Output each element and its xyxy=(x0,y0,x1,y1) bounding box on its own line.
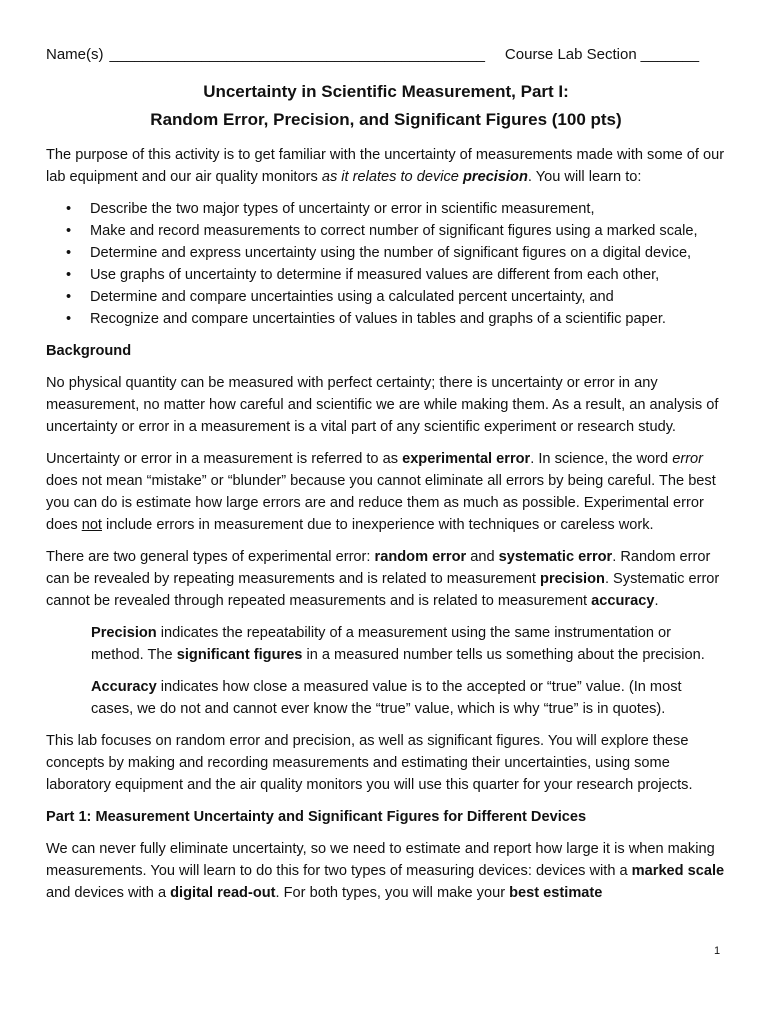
term-precision-def: Precision xyxy=(91,625,157,641)
underlined-not: not xyxy=(81,517,102,533)
list-item-text: Use graphs of uncertainty to determine if measured values are different from each other, xyxy=(90,267,660,283)
background-paragraph-4: This lab focuses on random error and precision, as well as significant figures. You will explore these concepts by making and recording measurements and estimating their uncertainties, using some laboratory equipment and the air quality monitors you will use this quarter for your research projects. xyxy=(46,733,693,793)
list-item xyxy=(46,308,726,330)
page-number: 1 xyxy=(714,945,721,957)
part1-paragraph-1 xyxy=(46,838,726,904)
text-span: . xyxy=(654,593,659,609)
list-item-text: Determine and compare uncertainties using a calculated percent uncertainty, and xyxy=(90,289,614,305)
intro-text-precision: precision xyxy=(462,169,528,185)
section-blank[interactable]: _______ xyxy=(640,46,700,63)
background-paragraph-3 xyxy=(46,546,726,612)
names-label: Name(s) xyxy=(46,46,104,63)
definition-precision xyxy=(91,622,714,666)
bullet-icon: • xyxy=(66,245,72,261)
list-item xyxy=(46,198,726,220)
names-blank[interactable]: _____________________________________________ xyxy=(109,46,485,63)
bullet-icon: • xyxy=(66,223,72,239)
term-digital-read-out: digital read-out xyxy=(170,885,276,901)
text-span: in a measured number tells us something about the precision. xyxy=(302,647,705,663)
list-item-text: Determine and express uncertainty using the number of significant figures on a digital device, xyxy=(90,245,692,261)
text-span: indicates how close a measured value is to the accepted or “true” value. (In most cases, we do not and cannot ever know the “true” value, which is why “true” is in quotes). xyxy=(91,679,682,717)
list-item xyxy=(46,286,726,308)
term-accuracy-def: Accuracy xyxy=(91,679,157,695)
list-item xyxy=(46,220,726,242)
text-span: and xyxy=(466,549,499,565)
term-precision: precision xyxy=(540,571,605,587)
background-paragraph-2 xyxy=(46,448,726,536)
text-span: There are two general types of experimental error: xyxy=(46,549,375,565)
text-span: We can never fully eliminate uncertainty, so we need to estimate and report how large it is when making measurements. You will learn to do this for two types of measuring devices: devices with a xyxy=(46,841,715,879)
text-span: Uncertainty or error in a measurement is referred to as xyxy=(46,451,403,467)
list-item-text: Describe the two major types of uncertainty or error in scientific measurement, xyxy=(90,201,595,217)
title-line-2: Random Error, Precision, and Significant Figures (100 pts) xyxy=(150,110,622,129)
bullet-icon: • xyxy=(66,311,72,327)
bullet-icon: • xyxy=(66,289,72,305)
term-random-error: random error xyxy=(374,549,467,565)
text-span: . Random error can be revealed by repeating measurements and is related to measurement xyxy=(46,549,711,587)
term-experimental-error: experimental error xyxy=(402,451,531,467)
bullet-icon: • xyxy=(66,201,72,217)
text-span: and devices with a xyxy=(46,885,171,901)
term-significant-figures: significant figures xyxy=(176,647,303,663)
text-span: does not mean “mistake” or “blunder” because you cannot eliminate all errors by being careful. The best you can do is estimate how large errors are and reduce them as much as possible. Experimental error does xyxy=(46,473,716,533)
term-marked-scale: marked scale xyxy=(631,863,725,879)
text-span: indicates the repeatability of a measurement using the same instrumentation or method. The xyxy=(91,625,672,663)
text-span: . For both types, you will make your xyxy=(275,885,510,901)
section-label: Course Lab Section xyxy=(504,46,637,63)
text-span: . Systematic error cannot be revealed through repeated measurements and is related to measurement xyxy=(46,571,720,609)
background-heading: Background xyxy=(46,343,132,359)
term-systematic-error: systematic error xyxy=(498,549,613,565)
part1-heading: Part 1: Measurement Uncertainty and Significant Figures for Different Devices xyxy=(46,809,587,825)
intro-text-italic: as it relates to device xyxy=(321,169,463,185)
text-span: include errors in measurement due to inexperience with techniques or careless work. xyxy=(102,517,654,533)
list-item xyxy=(46,242,726,264)
bullet-icon: • xyxy=(66,267,72,283)
term-accuracy: accuracy xyxy=(591,593,655,609)
intro-text-end: . You will learn to: xyxy=(527,169,642,185)
intro-text-1: The purpose of this activity is to get familiar with the uncertainty of measurements made with some of our lab equipment and our air quality monitors xyxy=(46,147,725,185)
term-best-estimate: best estimate xyxy=(509,885,603,901)
definition-accuracy xyxy=(91,676,714,720)
list-item-text: Recognize and compare uncertainties of values in tables and graphs of a scientific paper. xyxy=(90,311,666,327)
list-item xyxy=(46,264,726,286)
document-page xyxy=(46,44,726,914)
background-paragraph-1: No physical quantity can be measured with perfect certainty; there is uncertainty or error in any measurement, no matter how careful and scientific we are while making them. As a result, an analysis of uncertainty or error in a measurement is a vital part of any scientific experiment or research study. xyxy=(46,375,719,435)
objectives-list xyxy=(46,198,726,330)
title-line-1: Uncertainty in Scientific Measurement, Part I: xyxy=(203,82,569,101)
list-item-text: Make and record measurements to correct number of significant figures using a marked scale, xyxy=(90,223,698,239)
text-span: . In science, the word xyxy=(530,451,673,467)
intro-paragraph xyxy=(46,144,726,188)
header-line xyxy=(46,44,726,70)
term-error: error xyxy=(672,451,704,467)
